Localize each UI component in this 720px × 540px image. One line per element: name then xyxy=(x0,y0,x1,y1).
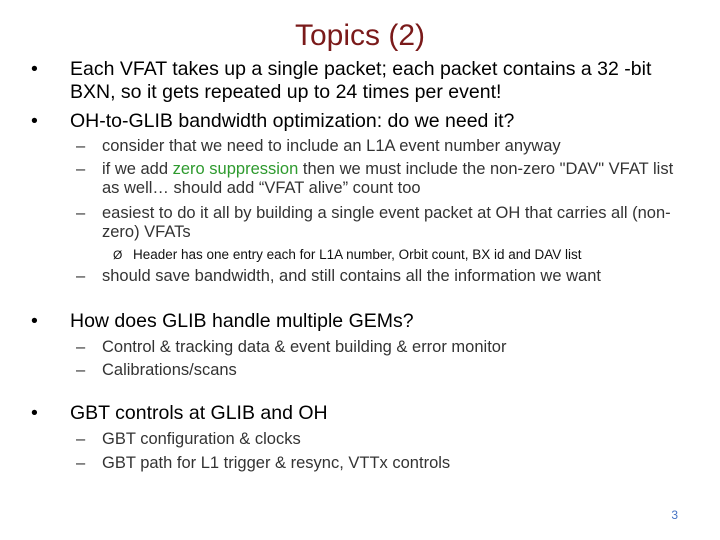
subbullet-consider xyxy=(76,137,666,156)
subbullet-marker: – xyxy=(76,361,86,379)
subbullet-text: consider that we need to include an L1A event number anyway xyxy=(102,137,561,155)
bullet-text: Each VFAT takes up a single packet; each packet contains a 32 -bit BXN, so it gets repeated up to 24 times per event! xyxy=(70,58,652,103)
subbullet-marker: – xyxy=(76,137,86,155)
bullet-marker: • xyxy=(31,402,38,424)
subbullet-text: Calibrations/scans xyxy=(102,361,237,379)
subbullet-text-after: then we must include the non-zero "DAV" VFAT list as well… should add “VFAT alive” count too xyxy=(102,160,674,197)
slide-title: Topics (2) xyxy=(294,19,426,52)
bullet-marker: • xyxy=(31,58,38,80)
subbullet-marker: – xyxy=(76,338,86,356)
subbullet-text: GBT configuration & clocks xyxy=(102,430,301,448)
subbullet-marker: – xyxy=(76,204,86,222)
subbullet-easiest xyxy=(76,204,676,242)
subbullet-text-before: if we add xyxy=(102,160,173,178)
subsubbullet-header xyxy=(113,247,693,263)
arrow-bullet-icon: Ø xyxy=(113,248,123,262)
bullet-text: OH-to-GLIB bandwidth optimization: do we need it? xyxy=(70,110,515,132)
bullet-text: How does GLIB handle multiple GEMs? xyxy=(70,310,414,332)
subbullet-zero-suppression xyxy=(76,160,676,198)
subbullet-text: easiest to do it all by building a single event packet at OH that carries all (non-zero) VFATs xyxy=(102,204,671,241)
subbullet-text: should save bandwidth, and still contains all the information we want xyxy=(102,267,601,285)
subbullet-calibrations xyxy=(76,361,666,380)
bullet-vfat-packet xyxy=(27,58,677,104)
bullet-marker: • xyxy=(31,310,38,332)
bullet-gbt-controls xyxy=(27,402,677,425)
subsubbullet-text: Header has one entry each for L1A number, Orbit count, BX id and DAV list xyxy=(133,247,582,262)
subbullet-text: GBT path for L1 trigger & resync, VTTx controls xyxy=(102,454,451,472)
bullet-text: GBT controls at GLIB and OH xyxy=(70,402,328,424)
subbullet-marker: – xyxy=(76,454,86,472)
subbullet-text: Control & tracking data & event building & error monitor xyxy=(102,338,507,356)
bullet-multiple-gems xyxy=(27,310,677,333)
subbullet-gbt-path xyxy=(76,454,666,473)
subbullet-save xyxy=(76,267,666,286)
subbullet-marker: – xyxy=(76,430,86,448)
zero-suppression-highlight: zero suppression xyxy=(172,160,299,178)
bullet-marker: • xyxy=(31,110,38,132)
subbullet-marker: – xyxy=(76,160,86,178)
subbullet-marker: – xyxy=(76,267,86,285)
subbullet-control xyxy=(76,338,666,357)
subbullet-gbt-config xyxy=(76,430,666,449)
page-number: 3 xyxy=(671,508,678,522)
bullet-bandwidth xyxy=(27,110,677,133)
